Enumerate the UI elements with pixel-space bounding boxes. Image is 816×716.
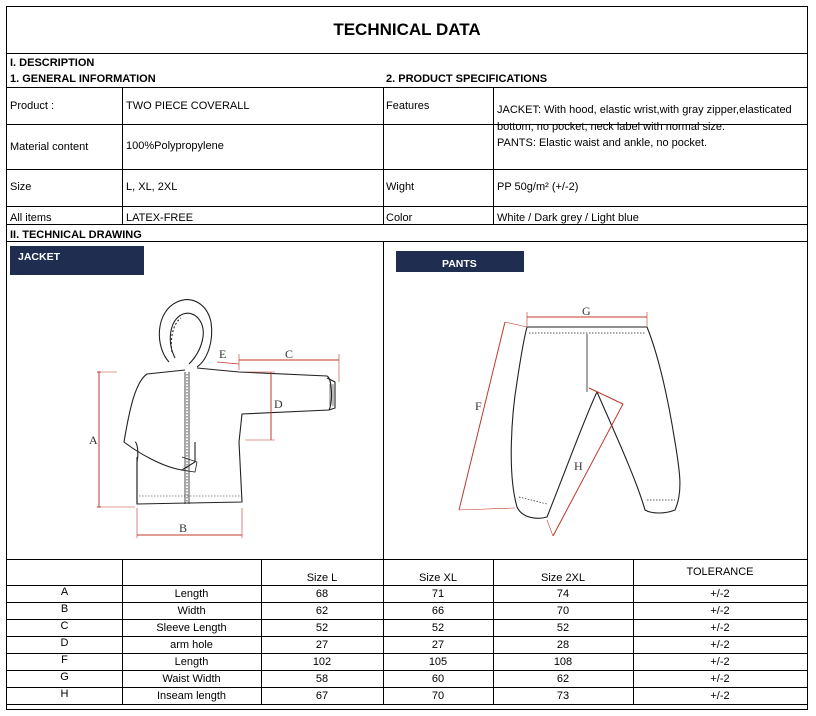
dimension-e-line (217, 362, 239, 364)
table-cell: B (60, 603, 69, 615)
table-cell: +/-2 (710, 622, 730, 634)
divider (383, 87, 384, 224)
table-cell: 52 (431, 622, 445, 634)
divider (7, 87, 807, 88)
weight-label: Wight (386, 181, 415, 193)
table-divider (7, 636, 807, 637)
table-divider (7, 602, 807, 603)
table-divider (7, 585, 807, 586)
table-cell: 52 (315, 622, 329, 634)
table-header-cell: Size 2XL (540, 572, 586, 584)
table-cell: Inseam length (156, 690, 227, 702)
table-divider (7, 653, 807, 654)
table-cell: 67 (315, 690, 329, 702)
technical-data-sheet (6, 6, 808, 710)
table-divider (7, 704, 807, 705)
table-cell: 52 (556, 622, 570, 634)
table-cell: 70 (431, 690, 445, 702)
jacket-tag: JACKET (10, 246, 144, 275)
dimension-h-line (553, 388, 623, 536)
table-cell: F (61, 654, 68, 666)
product-value: TWO PIECE COVERALL (126, 100, 250, 112)
features-text (497, 102, 797, 152)
table-cell: +/-2 (710, 605, 730, 617)
table-cell: +/-2 (710, 588, 730, 600)
table-cell: 70 (556, 605, 570, 617)
table-header-cell: Size XL (419, 572, 457, 584)
table-cell: 71 (431, 588, 445, 600)
pants-drawing (447, 292, 707, 542)
material-label: Material content (10, 141, 89, 153)
table-cell: Waist Width (162, 673, 221, 685)
dimension-h-label: H (574, 459, 583, 473)
table-cell: 62 (556, 673, 570, 685)
table-divider (7, 687, 807, 688)
table-header-cell: TOLERANCE (686, 566, 754, 578)
dimension-f-label: F (475, 399, 482, 413)
table-cell: +/-2 (710, 639, 730, 651)
jacket-body (124, 370, 195, 470)
jacket-drawing (77, 292, 367, 542)
table-cell: Length (174, 588, 209, 600)
divider (122, 87, 123, 224)
table-cell: C (60, 620, 69, 632)
table-cell: 27 (315, 639, 329, 651)
table-cell: 108 (553, 656, 573, 668)
table-cell: D (60, 637, 69, 649)
pants-outline (511, 327, 680, 518)
size-label: Size (10, 181, 32, 193)
table-header-cell: Size L (306, 572, 338, 584)
table-cell: 105 (428, 656, 448, 668)
table-cell: 62 (315, 605, 329, 617)
jacket-hood (159, 300, 211, 367)
features-label: Features (386, 100, 430, 112)
product-label: Product : (10, 100, 55, 112)
table-cell: 73 (556, 690, 570, 702)
items-label: All items (10, 212, 52, 224)
table-cell: 66 (431, 605, 445, 617)
divider (383, 241, 384, 559)
divider (7, 559, 807, 560)
table-cell: H (60, 688, 69, 700)
table-divider (7, 619, 807, 620)
table-cell: +/-2 (710, 673, 730, 685)
dimension-g-label: G (582, 304, 591, 318)
dimension-a-label: A (89, 433, 98, 447)
dimension-c-label: C (285, 347, 294, 361)
section-technical-drawing: II. TECHNICAL DRAWING (10, 229, 142, 241)
section-description: I. DESCRIPTION (10, 57, 95, 69)
table-cell: Length (174, 656, 209, 668)
features-jacket: JACKET: With hood, elastic wrist,with gray zipper,elasticated bottom, no pocket, neck label with normal size. (497, 104, 792, 133)
weight-value: PP 50g/m² (+/-2) (497, 181, 579, 193)
dimension-b-label: B (179, 521, 188, 535)
table-cell: 74 (556, 588, 570, 600)
table-cell: A (60, 586, 69, 598)
table-cell: 58 (315, 673, 329, 685)
table-cell: 68 (315, 588, 329, 600)
dimension-e-label: E (219, 347, 227, 361)
divider (7, 206, 807, 207)
divider (493, 87, 494, 224)
divider (7, 169, 807, 170)
jacket-hood-inner (170, 313, 203, 364)
table-cell: Width (177, 605, 206, 617)
divider (7, 53, 807, 54)
material-value: 100%Polypropylene (126, 140, 224, 152)
table-cell: G (60, 671, 69, 683)
dimension-f-line (459, 322, 505, 510)
table-cell: +/-2 (710, 690, 730, 702)
table-cell: 102 (312, 656, 332, 668)
table-cell: 60 (431, 673, 445, 685)
table-cell: +/-2 (710, 656, 730, 668)
color-label: Color (386, 212, 413, 224)
dimension-d-label: D (274, 397, 283, 411)
features-pants: PANTS: Elastic waist and ankle, no pocket. (497, 137, 708, 149)
table-cell: arm hole (170, 639, 213, 651)
pants-tag: PANTS (396, 251, 524, 272)
section-general-info: 1. GENERAL INFORMATION (10, 73, 156, 85)
table-cell: 27 (431, 639, 445, 651)
page-title: TECHNICAL DATA (333, 20, 481, 39)
items-value: LATEX-FREE (126, 212, 194, 224)
size-value: L, XL, 2XL (126, 181, 178, 193)
table-divider (7, 670, 807, 671)
color-value: White / Dark grey / Light blue (497, 212, 639, 224)
table-cell: 28 (556, 639, 570, 651)
table-cell: Sleeve Length (156, 622, 227, 634)
section-product-specs: 2. PRODUCT SPECIFICATIONS (386, 73, 548, 85)
